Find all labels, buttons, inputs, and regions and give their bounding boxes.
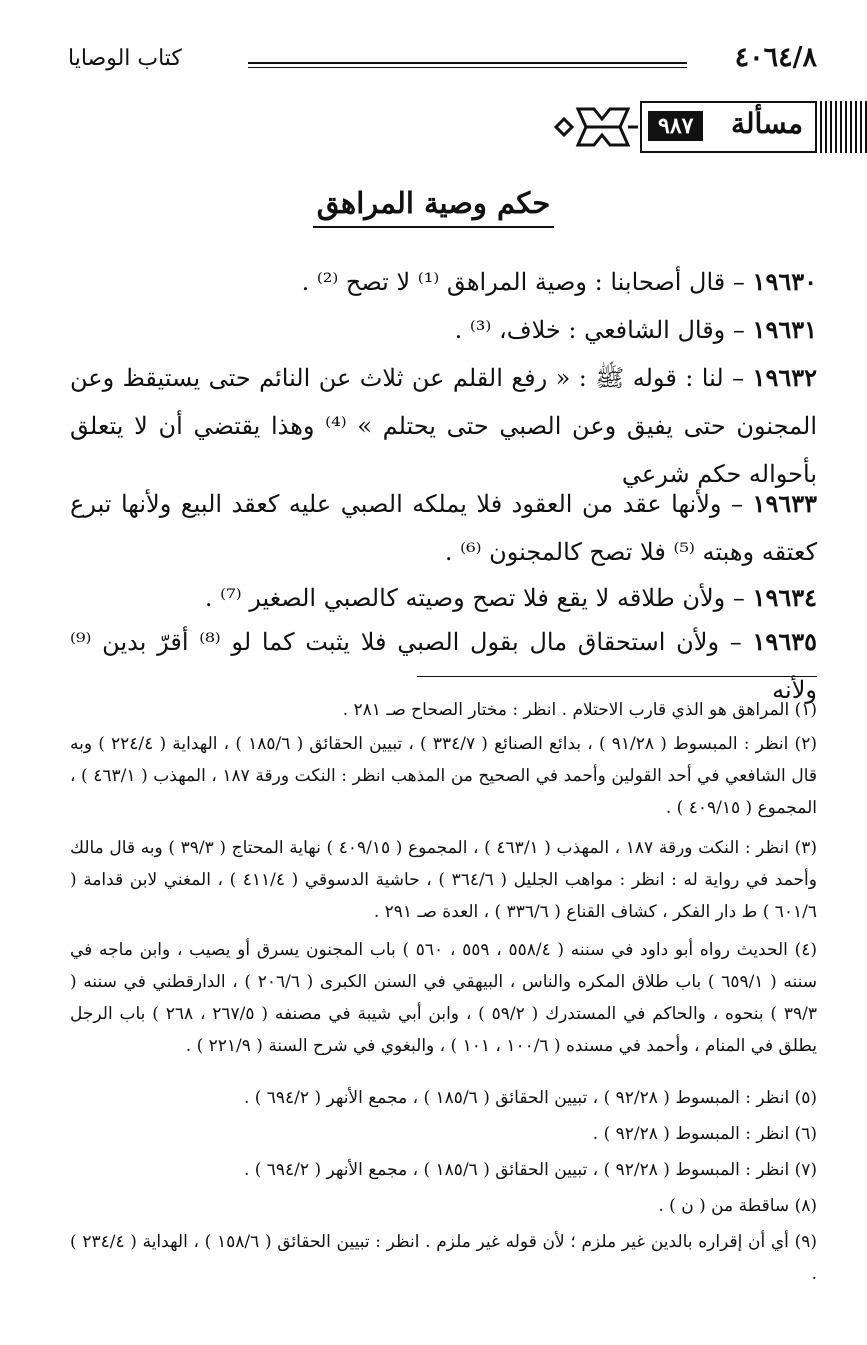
footnote-6: (٦) انظر : المبسوط ( ٩٢/٢٨ ) . [592, 1124, 817, 1144]
paragraph-text: – ولأن استحقاق مال بقول الصبي فلا يثبت كما لو ⁽⁸⁾ أقرّ بدين ⁽⁹⁾ ولأنه [70, 628, 817, 704]
header-rule-thin [248, 67, 687, 68]
paragraph-number: ١٩٦٣٠ [752, 267, 817, 296]
paragraph-number: ١٩٦٣٣ [752, 489, 817, 518]
footnote-8: (٨) ساقطة من ( ن ) . [658, 1196, 817, 1216]
section-title [0, 186, 867, 228]
knot-ornament-icon [548, 97, 640, 157]
footnote-7: (٧) انظر : المبسوط ( ٩٢/٢٨ ) ، تبيين الحقائق ( ١٨٥/٦ ) ، مجمع الأنهر ( ٦٩٤/٢ ) . [243, 1160, 817, 1180]
header-rule [248, 62, 687, 64]
footnote-divider [417, 676, 817, 677]
masala-number: ٩٨٧ [648, 111, 703, 141]
paragraph-19631 [70, 306, 817, 354]
masala-label: مسألة [730, 107, 803, 140]
paragraph-number: ١٩٦٣٢ [752, 363, 817, 392]
paragraph-19632 [70, 354, 817, 498]
paragraph-text: – ولأنها عقد من العقود فلا يملكه الصبي عليه كعقد البيع ولأنها تبرع كعتقه وهبته ⁽⁵⁾ فلا تصح كالمجنون ⁽⁶⁾ . [70, 490, 817, 566]
paragraph-number: ١٩٦٣٥ [752, 627, 817, 656]
paragraph-19633 [70, 480, 817, 576]
paragraph-text: – وقال الشافعي : خلاف، ⁽³⁾ . [454, 316, 745, 344]
running-header [68, 42, 817, 82]
paragraph-text: – ولأن طلاقه لا يقع فلا تصح وصيته كالصبي الصغير ⁽⁷⁾ . [204, 584, 745, 612]
footnote-2: (٢) انظر : المبسوط ( ٩١/٢٨ ) ، بدائع الصنائع ( ٣٣٤/٧ ) ، تبيين الحقائق ( ١٨٥/٦ ) ، الهداية ( ٢٢٤/٤ ) وبه قال الشافعي في أحد القولين وأحمد في الصحيح من المذهب انظر : النكت ورقة ١٨٧ ، المهذب ( ٤٦٣/١ ) ، المجموع ( ٤٠٩/١٥ ) . [70, 734, 817, 818]
footnote-3: (٣) انظر : النكت ورقة ١٨٧ ، المهذب ( ٤٦٣/١ ) ، المجموع ( ٤٠٩/١٥ ) نهاية المحتاج ( ٣٩/٣ ) وبه قال مالك وأحمد في رواية له : انظر : مواهب الجليل ( ٣٦٤/٦ ) ، حاشية الدسوقي ( ٤١١/٤ ) ، المغني لابن قدامة ( ٦٠١/٦ ) ط دار الفكر ، كشاف القناع ( ٣٣٦/٦ ) ، العدة صـ ٢٩١ . [70, 838, 818, 922]
paragraph-number: ١٩٦٣٤ [752, 583, 817, 612]
book-title: كتاب الوصايا [68, 46, 182, 71]
footnote-9: (٩) أي أن إقراره بالدين غير ملزم ؛ لأن قوله غير ملزم . انظر : تبيين الحقائق ( ١٥٨/٦ ) ، الهداية ( ٢٣٤/٤ ) . [70, 1232, 817, 1284]
masala-banner [548, 97, 867, 157]
paragraph-text: – قال أصحابنا : وصية المراهق ⁽¹⁾ لا تصح ⁽²⁾ . [301, 268, 745, 296]
paragraph-19630 [70, 258, 817, 306]
page-number: ٤٠٦٤/٨ [734, 42, 817, 73]
paragraph-text: – لنا : قوله ﷺ : « رفع القلم عن ثلاث عن النائم حتى يستيقظ وعن المجنون حتى يفيق وعن الصبي حتى يحتلم » ⁽⁴⁾ وهذا يقتضي أن لا يتعلق بأحواله حكم شرعي [70, 364, 818, 488]
footnote-1: (١) المراهق هو الذي قارب الاحتلام . انظر : مختار الصحاح صـ ٢٨١ . [342, 700, 817, 720]
paragraph-number: ١٩٦٣١ [752, 315, 817, 344]
footnote-5: (٥) انظر : المبسوط ( ٩٢/٢٨ ) ، تبيين الحقائق ( ١٨٥/٦ ) ، مجمع الأنهر ( ٦٩٤/٢ ) . [243, 1088, 817, 1108]
banner-bars-ornament [815, 101, 867, 153]
paragraph-19634 [70, 574, 817, 622]
section-title-text: حكم وصية المراهق [313, 186, 555, 228]
footnote-4: (٤) الحديث رواه أبو داود في سننه ( ٥٥٨/٤ ، ٥٥٩ ، ٥٦٠ ) باب المجنون يسرق أو يصيب ، وابن ماجه في سننه ( ٦٥٩/١ ) باب طلاق المكره والناس ، البيهقي في السنن الكبرى ( ٢٠٦/٦ ) ، الدارقطني في سننه ( ٣٩/٣ ) بنحوه ، والحاكم في المستدرك ( ٥٩/٢ ) ، وابن أبي شيبة في مصنفه ( ٢٦٧/٥ ، ٢٦٨ ) باب الرجل يطلق في المنام ، وأحمد في مسنده ( ١٠٠/٦ ، ١٠١ ) ، والبغوي في شرح السنة ( ٢٢١/٩ ) . [70, 940, 818, 1056]
